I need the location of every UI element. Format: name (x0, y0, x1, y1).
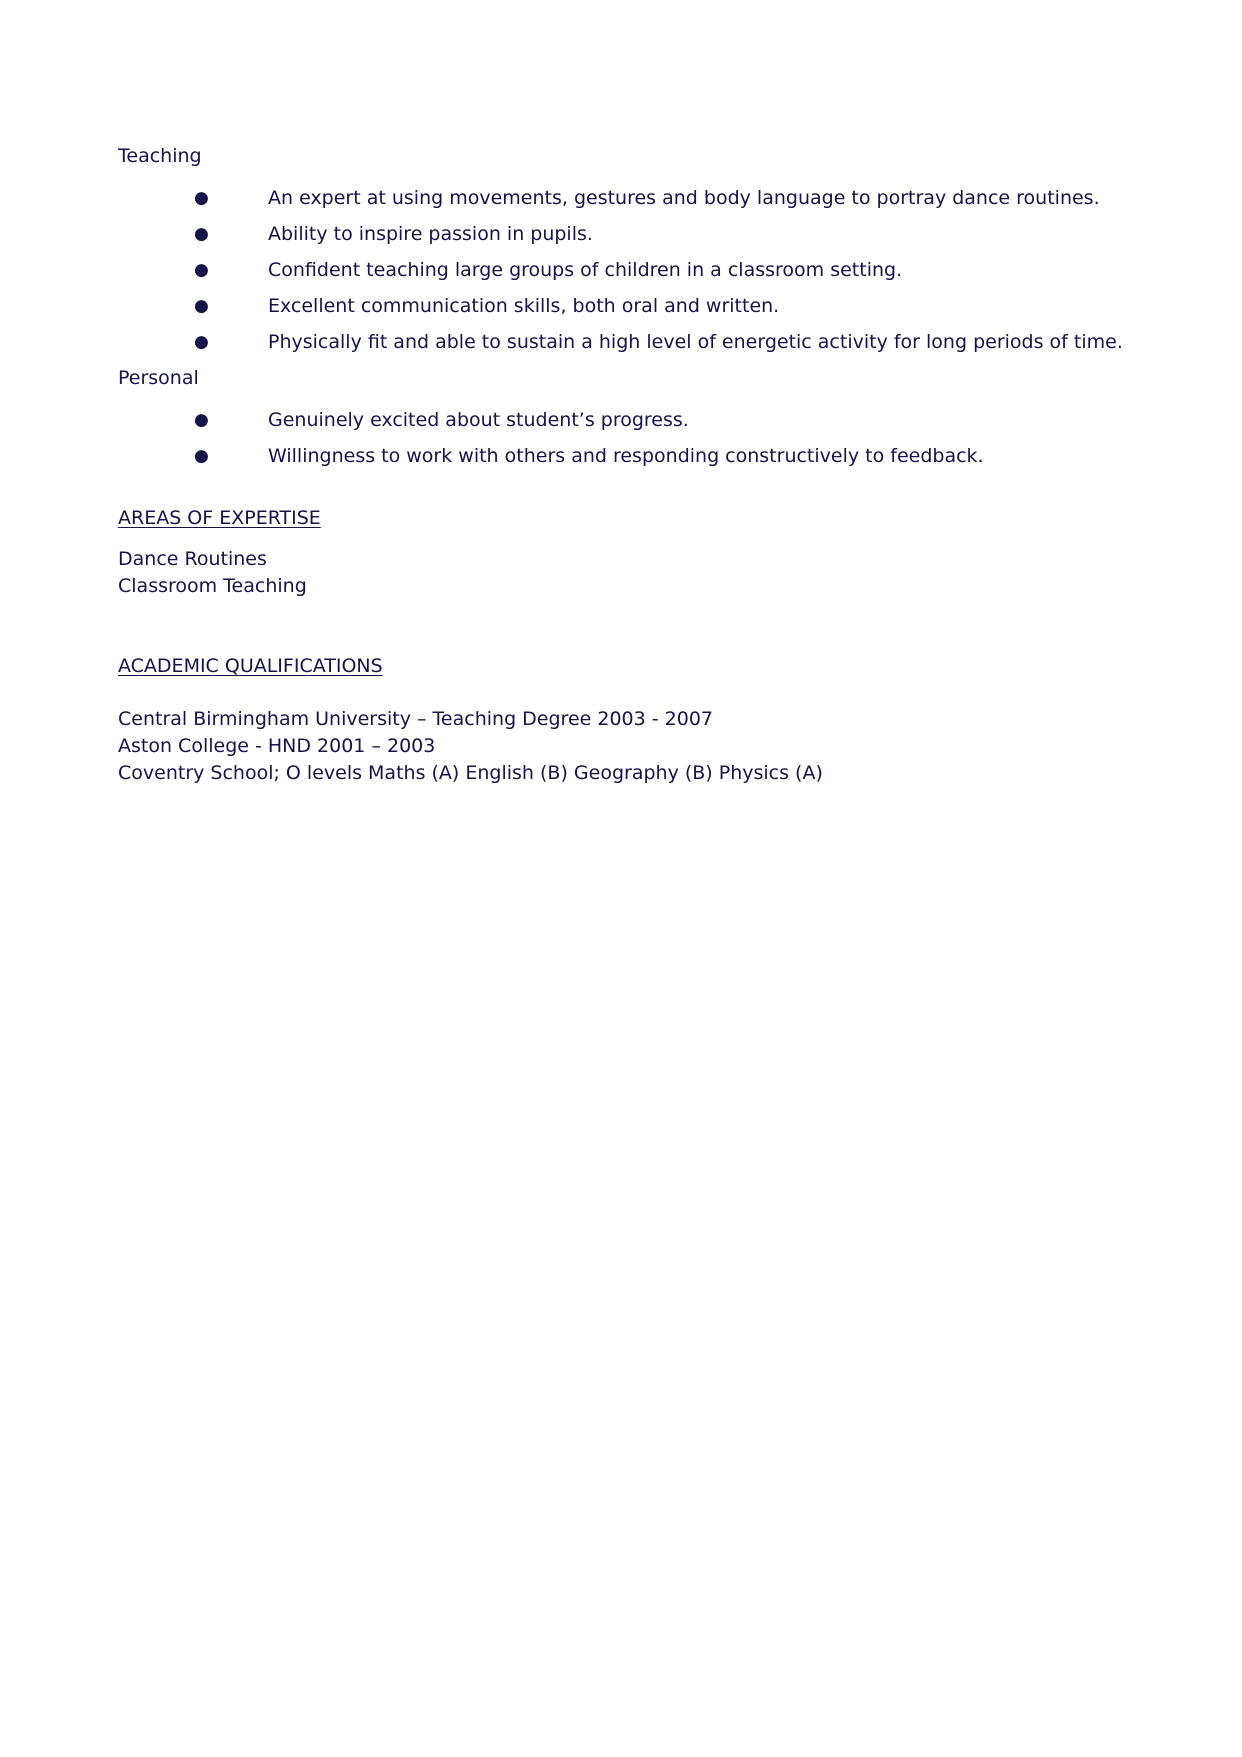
bullet-text: Physically fit and able to sustain a high level of energetic activity for long periods of time. (268, 331, 1123, 353)
list-item (118, 186, 1178, 222)
list-item: Coventry School; O levels Maths (A) English (B) Geography (B) Physics (A) (118, 762, 823, 784)
personal-section (118, 366, 1178, 390)
academic-qualifications-section (118, 654, 1178, 678)
list-item (118, 258, 1178, 294)
bullet-icon: ● (194, 296, 209, 316)
bullet-text: Genuinely excited about student’s progress. (268, 409, 689, 431)
list-item: Dance Routines (118, 548, 267, 570)
list-item (118, 222, 1178, 258)
areas-of-expertise-section (118, 506, 1178, 530)
teaching-section (118, 144, 1178, 168)
bullet-icon: ● (194, 188, 209, 208)
bullet-icon: ● (194, 332, 209, 352)
bullet-icon: ● (194, 446, 209, 466)
bullet-text: An expert at using movements, gestures and body language to portray dance routines. (268, 187, 1100, 209)
bullet-icon: ● (194, 410, 209, 430)
list-item (118, 294, 1178, 330)
bullet-icon: ● (194, 224, 209, 244)
personal-bullet-list (118, 408, 1178, 480)
bullet-text: Ability to inspire passion in pupils. (268, 223, 593, 245)
list-item (118, 330, 1178, 366)
list-item (118, 444, 1178, 480)
bullet-icon: ● (194, 260, 209, 280)
areas-of-expertise-list (118, 546, 1178, 600)
teaching-subheading: Teaching (118, 145, 202, 167)
list-item: Aston College - HND 2001 – 2003 (118, 735, 436, 757)
academic-qualifications-heading: ACADEMIC QUALIFICATIONS (118, 655, 383, 677)
personal-subheading: Personal (118, 367, 199, 389)
list-item: Classroom Teaching (118, 575, 307, 597)
teaching-bullet-list (118, 186, 1178, 366)
list-item: Central Birmingham University – Teaching Degree 2003 - 2007 (118, 708, 714, 730)
bullet-text: Confident teaching large groups of children in a classroom setting. (268, 259, 903, 281)
areas-of-expertise-heading: AREAS OF EXPERTISE (118, 507, 321, 529)
list-item (118, 408, 1178, 444)
academic-qualifications-list (118, 706, 1178, 787)
bullet-text: Willingness to work with others and responding constructively to feedback. (268, 445, 984, 467)
bullet-text: Excellent communication skills, both oral and written. (268, 295, 780, 317)
